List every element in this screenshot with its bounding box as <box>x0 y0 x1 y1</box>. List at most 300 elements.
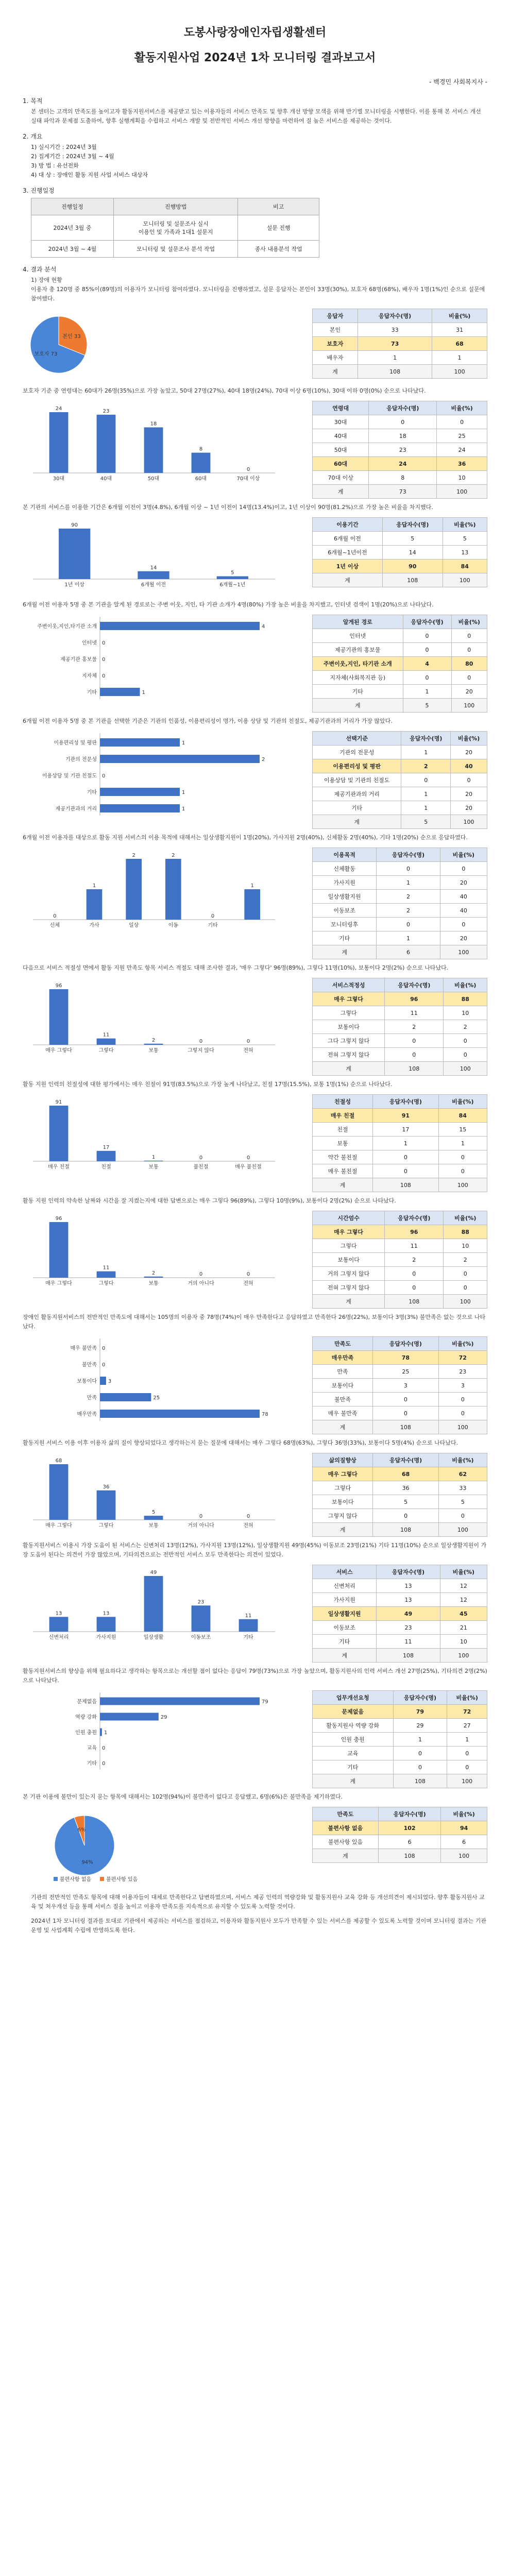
table-row <box>313 546 487 560</box>
data-label: 24 <box>55 406 62 412</box>
table-header: 응답자수(명) <box>378 1807 440 1821</box>
table-cell: 0 <box>373 1406 439 1420</box>
table-cell: 100 <box>451 699 487 713</box>
table-row <box>313 657 487 671</box>
table-cell: 62 <box>438 1467 487 1481</box>
data-label: 96 <box>55 1216 62 1222</box>
table-cell: 0 <box>444 1034 487 1048</box>
table-cell: 0 <box>440 862 487 876</box>
table-cell: 계 <box>313 1649 377 1663</box>
c4-hbar-chart <box>23 615 280 702</box>
table-cell: 계 <box>313 573 383 587</box>
tick-label: 지자체 <box>82 673 97 679</box>
table-cell: 0 <box>438 1150 487 1164</box>
q1-heading: 1) 장애 현황 <box>31 277 62 283</box>
progress-table <box>31 198 319 258</box>
table-cell: 매우 그렇다 <box>313 1225 385 1239</box>
table-cell: 1 <box>401 745 451 759</box>
table-header: 만족도 <box>313 1337 373 1351</box>
table-header: 비율(%) <box>440 1565 487 1579</box>
q11-text: 활동지원 서비스 이용 이후 이용자 삶의 질이 향상되었다고 생각하는지 묻는 질문에 대해서는 매우 그렇다 68명(63%), 그렇다 36명(33%), 보통이다 5명(4%) 순으로 나타났다. <box>23 1439 458 1446</box>
tick-label: 매우만족 <box>77 1412 97 1417</box>
table-cell: 인터넷 <box>313 629 403 643</box>
slice-label: 6% <box>77 1827 86 1833</box>
table-cell: 84 <box>443 560 487 573</box>
table-cell: 40대 <box>313 429 369 443</box>
data-label: 91 <box>55 1099 62 1105</box>
table-row <box>313 629 487 643</box>
c5-hbar-chart <box>23 731 280 819</box>
table-cell: 1 <box>393 1733 447 1747</box>
table-cell: 24 <box>437 443 487 457</box>
table-header: 비율(%) <box>444 1211 487 1225</box>
tick-label: 매우 불만족 <box>70 1346 97 1351</box>
data-label: 36 <box>103 1484 110 1490</box>
bar <box>126 859 142 920</box>
table-cell: 가사지원 <box>313 1593 377 1607</box>
tick-label: 이동보조 <box>191 1635 211 1640</box>
table-header: 알게된 경로 <box>313 615 403 629</box>
table-cell: 2 <box>385 1020 444 1034</box>
table-row <box>313 1593 487 1607</box>
chart-table-row <box>23 1211 487 1309</box>
data-label: 17 <box>103 1144 110 1150</box>
table-cell: 84 <box>438 1109 487 1123</box>
table-header: 비율(%) <box>451 615 487 629</box>
table-header: 응답자수(명) <box>401 732 451 745</box>
data-label: 1 <box>151 1154 156 1160</box>
table-cell: 계 <box>313 1420 373 1434</box>
table-cell: 모니터링후 <box>313 918 377 931</box>
table-cell: 만족 <box>313 1365 373 1379</box>
table-cell: 계 <box>313 1523 373 1537</box>
tick-label: 1년 이상 <box>64 582 84 588</box>
table-cell: 계 <box>313 1178 373 1192</box>
table-cell: 본인 <box>313 323 358 337</box>
table-cell: 3 <box>438 1379 487 1393</box>
table-header: 삶의질향상 <box>313 1453 373 1467</box>
legend-swatch <box>100 1877 104 1881</box>
t5-table <box>312 731 487 829</box>
table-cell: 11 <box>385 1006 444 1020</box>
table-row <box>313 876 487 890</box>
data-label: 0 <box>102 1761 106 1767</box>
table-cell: 5 <box>382 532 443 546</box>
table-cell: 제공기관의 홍보물 <box>313 643 403 657</box>
c13-hbar-chart <box>23 1690 280 1773</box>
table-cell: 계 <box>313 365 358 379</box>
bar <box>100 1377 106 1385</box>
table-cell: 33 <box>438 1481 487 1495</box>
table-cell: 108 <box>377 1649 440 1663</box>
cell: 모니터링 및 설문조사 실시 이용인 및 가족과 1대1 설문지 <box>113 215 238 241</box>
table-cell: 108 <box>385 1295 444 1309</box>
table-row <box>313 1733 487 1747</box>
c11-bar-chart <box>23 1453 280 1535</box>
table-cell: 기타 <box>313 1760 394 1774</box>
table-cell: 0 <box>444 1281 487 1295</box>
table-cell: 계 <box>313 1295 385 1309</box>
table-row <box>313 323 487 337</box>
tick-label: 이용편리성 및 평판 <box>54 740 97 746</box>
bar <box>49 1222 69 1278</box>
table-row <box>313 1747 487 1760</box>
t8-table <box>312 1094 487 1192</box>
data-label: 0 <box>199 1272 203 1277</box>
table-cell: 1 <box>432 351 487 365</box>
table-row <box>313 918 487 931</box>
table-row <box>313 890 487 904</box>
tick-label: 이동 <box>168 923 178 928</box>
table-cell: 0 <box>438 1509 487 1523</box>
data-label: 0 <box>246 1514 250 1519</box>
table-row <box>313 1137 487 1150</box>
bar <box>165 859 181 920</box>
result-blocks <box>23 309 487 1886</box>
report-header <box>23 24 487 65</box>
table-header: 응답자수(명) <box>385 978 444 992</box>
t14-table <box>312 1807 487 1863</box>
table-cell: 100 <box>437 485 487 499</box>
table-header: 비율(%) <box>447 1691 487 1705</box>
tick-label: 역량 강화 <box>75 1715 97 1720</box>
cell: 모니터링 및 설문조사 분석 작업 <box>113 241 238 258</box>
legend-label: 불편사항 있음 <box>106 1877 138 1883</box>
conclusion-p2: 2024년 1차 모니터링 결과를 토대로 기관에서 제공하는 서비스를 점검하고, 이용자와 활동지원사 모두가 만족할 수 있는 서비스를 제공할 수 있도록 노력할 것이며 모니터링 결과는 기관 운영 및 사업계획 수립에 반영하도록 한다. <box>31 1918 486 1934</box>
table-cell: 0 <box>451 629 487 643</box>
total-row <box>313 1849 487 1863</box>
table-cell: 0 <box>393 1747 447 1760</box>
table-cell: 이동보조 <box>313 904 377 918</box>
table-cell: 0 <box>385 1034 444 1048</box>
q7-text: 다음으로 서비스 적절성 면에서 활동 지원 만족도 항목 서비스 적절도 대해 조사한 결과, '매우 그렇다' 96명(89%), 그렇다 11명(10%), 보통이다 2명(2%) 순으로 나타났다. <box>23 964 449 971</box>
tick-label: 전혀 <box>243 1048 253 1054</box>
chart-table-row <box>23 1807 487 1886</box>
table-cell: 0 <box>373 1393 439 1406</box>
table-cell: 80 <box>451 657 487 671</box>
overview-item: 4) 대 상 : 장애인 활동 지원 사업 서비스 대상자 <box>31 172 148 178</box>
data-label: 13 <box>55 1611 62 1617</box>
data-label: 0 <box>53 913 57 919</box>
tick-label: 보통 <box>148 1281 159 1286</box>
table-cell: 0 <box>440 918 487 931</box>
overview-list <box>31 143 487 180</box>
table-cell: 1년 이상 <box>313 560 383 573</box>
table-cell: 1 <box>377 931 440 945</box>
table-header: 시간엄수 <box>313 1211 385 1225</box>
table-header: 응답자수(명) <box>373 1453 438 1467</box>
table-cell: 일상생활지원 <box>313 890 377 904</box>
tick-label: 30대 <box>53 476 65 482</box>
table-cell: 매우 그렇다 <box>313 992 385 1006</box>
table-cell: 14 <box>382 546 443 560</box>
table-cell: 일상생활지원 <box>313 1607 377 1621</box>
table-cell: 계 <box>313 1849 379 1863</box>
q2-text: 보호자 기준 중 연령대는 60대가 26명(35%)으로 가장 높았고, 50대 27명(27%), 40대 18명(24%), 70대 이상 6명(10%), 30대 이하 0명(0%) 순으로 나타났다. <box>23 387 426 394</box>
table-cell: 108 <box>393 1774 447 1788</box>
bar <box>59 529 90 579</box>
table-cell: 36 <box>437 457 487 471</box>
table-cell: 0 <box>444 1048 487 1062</box>
table-cell: 108 <box>373 1523 438 1537</box>
data-label: 3 <box>108 1379 112 1384</box>
table-cell: 0 <box>393 1760 447 1774</box>
table-header: 업무개선요청 <box>313 1691 394 1705</box>
bar <box>144 1044 163 1045</box>
table-cell: 인원 충원 <box>313 1733 394 1747</box>
tick-label: 기타 <box>87 1761 97 1767</box>
table-header: 이용목적 <box>313 848 377 862</box>
table-header: 응답자수(명) <box>403 615 451 629</box>
table-row <box>313 1006 487 1020</box>
table-row <box>313 1379 487 1393</box>
table-row <box>313 415 487 429</box>
data-label: 1 <box>250 883 254 889</box>
table-cell: 6 <box>378 1835 440 1849</box>
table-cell: 계 <box>313 815 401 829</box>
data-label: 25 <box>153 1395 160 1401</box>
tick-label: 그렇다 <box>98 1523 114 1529</box>
table-row <box>313 1048 487 1062</box>
bar <box>49 1106 69 1161</box>
bar <box>192 453 211 473</box>
table-header: 선택기준 <box>313 732 401 745</box>
q9-text: 활동 지원 인력의 약속한 날짜와 시간을 잘 지켰는지에 대한 답변으로는 매우 그렇다 96(89%), 그렇다 10명(9%), 보통이다 2명(2%) 순으로 나타났다. <box>23 1197 396 1204</box>
tick-label: 기타 <box>87 790 97 795</box>
bar <box>49 1617 69 1632</box>
total-row <box>313 1295 487 1309</box>
table-cell: 12 <box>440 1593 487 1607</box>
bar <box>97 1272 116 1278</box>
tick-label: 보통 <box>148 1164 159 1170</box>
table-row <box>313 1579 487 1593</box>
table-header: 응답자수(명) <box>373 1337 439 1351</box>
data-label: 29 <box>160 1715 167 1720</box>
table-cell: 20 <box>451 801 487 815</box>
table-cell: 100 <box>444 1062 487 1076</box>
table-row <box>313 1150 487 1164</box>
t3-table <box>312 517 487 587</box>
data-label: 11 <box>103 1265 110 1271</box>
tick-label: 기타 <box>87 690 97 696</box>
table-row <box>313 931 487 945</box>
table-cell: 문제없음 <box>313 1705 394 1719</box>
table-cell: 73 <box>358 337 432 351</box>
q4-text: 6개월 이전 이용자 5명 중 본 기관을 알게 된 경로로는 주변 이웃, 지인, 타 기관 소개가 4명(80%) 가장 높은 비율을 차지했고, 인터넷 검색이 1명(20%)으로 나타났다. <box>23 601 434 608</box>
c9-bar-chart <box>23 1211 280 1293</box>
table-cell: 0 <box>385 1048 444 1062</box>
bar <box>100 1713 159 1721</box>
legend-swatch <box>54 1877 58 1881</box>
bar <box>100 1410 260 1418</box>
table-row <box>313 337 487 351</box>
data-label: 0 <box>246 467 250 472</box>
t11-table <box>312 1453 487 1537</box>
table-cell: 보통 <box>313 1137 373 1150</box>
table-cell: 2 <box>444 1253 487 1267</box>
table-header: 응답자수(명) <box>377 848 440 862</box>
data-label: 11 <box>245 1613 252 1619</box>
bar <box>217 577 248 579</box>
tick-label: 일상생활 <box>143 1635 164 1640</box>
table-cell: 계 <box>313 1062 385 1076</box>
table-cell: 기타 <box>313 931 377 945</box>
table-cell: 1 <box>373 1137 439 1150</box>
q1-text: 이용자 총 120명 중 85%이(89명)의 이용자가 모니터링 참여하였다. 모니터링을 진행하였고, 설문 응답자는 본인이 33명(30%), 보호자 68명(68%), 배우자 1명(1%)인 순으로 설문에 참여했다. <box>31 286 485 302</box>
tick-label: 6개월~1년 <box>219 582 246 588</box>
table-cell: 제공기관과의 거리 <box>313 787 401 801</box>
chart-table-row <box>23 1336 487 1434</box>
table-row <box>313 560 487 573</box>
chart-table-row <box>23 731 487 829</box>
table-header: 비율(%) <box>437 401 487 415</box>
table-row <box>313 904 487 918</box>
c8-bar-chart <box>23 1094 280 1177</box>
table-header: 서비스적정성 <box>313 978 385 992</box>
table-cell: 기타 <box>313 685 403 699</box>
table-cell: 불편사항 없음 <box>313 1821 379 1835</box>
table-cell: 25 <box>373 1365 439 1379</box>
total-row <box>313 945 487 959</box>
q5-text: 6개월 이전 이용자 5명 중 본 기관을 선택한 기준은 기관의 인품성, 이용편리성이 명가, 이용 상담 및 기관의 친절도, 제공기관과의 거리가 가장 많았다. <box>23 718 393 724</box>
th: 진행일정 <box>31 198 114 215</box>
cell: 설문 진행 <box>238 215 319 241</box>
progress-heading: 3. 진행일정 <box>23 187 55 194</box>
table-header: 친절성 <box>313 1095 373 1109</box>
table-cell: 6 <box>377 945 440 959</box>
chart-table-row <box>23 1690 487 1788</box>
tick-label: 제공기관과의 거리 <box>55 806 97 812</box>
bar <box>100 622 260 630</box>
table-row <box>313 1467 487 1481</box>
data-label: 2 <box>132 853 135 858</box>
table-cell: 24 <box>369 457 437 471</box>
data-label: 0 <box>246 1155 250 1161</box>
table-cell: 72 <box>447 1705 487 1719</box>
slice-label: 본인 33 <box>62 334 81 340</box>
bar <box>144 1516 163 1520</box>
c7-bar-chart <box>23 978 280 1060</box>
table-row <box>313 1495 487 1509</box>
bar <box>100 804 180 812</box>
table-cell: 10 <box>444 1006 487 1020</box>
table-cell: 불편사항 있음 <box>313 1835 379 1849</box>
data-label: 13 <box>103 1611 110 1617</box>
bar <box>144 1576 163 1632</box>
tick-label: 매우 그렇다 <box>45 1523 72 1529</box>
c10-hbar-chart <box>23 1336 280 1424</box>
total-row <box>313 1523 487 1537</box>
table-cell: 그렇지 않다 <box>313 1509 373 1523</box>
q12-text: 활동지원서비스 이용시 가장 도움이 된 서비스는 신변처리 13명(12%), 가사지원 13명(12%), 일상생활지원 49명(45%) 이동보조 23명(21%) 기타 11명(10%) 순으로 일상생활지원이 가장 도움이 된다는 의견이 가장 많았으며, 기타의견으로는 전반적인 서비스 모두 만족한다는 의견이 있었다. <box>23 1542 487 1558</box>
data-label: 1 <box>182 806 185 812</box>
table-cell: 10 <box>440 1635 487 1649</box>
tick-label: 보통이다 <box>77 1379 97 1384</box>
table-cell: 매우 불만족 <box>313 1406 373 1420</box>
tick-label: 6개월 이전 <box>141 582 166 588</box>
chart-table-row <box>23 401 487 499</box>
table-header: 비율(%) <box>438 1453 487 1467</box>
chart-table-row <box>23 1453 487 1537</box>
tick-label: 70대 이상 <box>236 476 260 482</box>
data-label: 5 <box>151 1510 156 1516</box>
data-label: 0 <box>102 1362 106 1368</box>
data-label: 0 <box>199 1514 203 1519</box>
q3-text: 본 기관의 서비스를 이용한 기간은 6개월 이전이 3명(4.8%), 6개월 이상 ~ 1년 이전이 14명(13.4%)이고, 1년 이상이 90명(81.2%)으로 가장 높은 비율을 차지했다. <box>23 504 433 511</box>
table-row <box>313 1705 487 1719</box>
table-cell: 5 <box>443 532 487 546</box>
tick-label: 거의 아니다 <box>188 1523 214 1529</box>
table-header: 비율(%) <box>432 309 487 323</box>
table-row <box>313 1020 487 1034</box>
table-cell: 33 <box>358 323 432 337</box>
table-cell: 이용상담 및 기관의 친절도 <box>313 773 401 787</box>
table-cell: 8 <box>369 471 437 485</box>
table-cell: 108 <box>358 365 432 379</box>
table-cell: 78 <box>373 1351 439 1365</box>
table-cell: 1 <box>403 685 451 699</box>
table-cell: 100 <box>440 945 487 959</box>
table-cell: 계 <box>313 485 369 499</box>
data-label: 49 <box>150 1570 157 1575</box>
tick-label: 그렇지 않다 <box>188 1048 214 1054</box>
overview-item: 1) 실시기간 : 2024년 3월 <box>31 144 97 150</box>
t13-table <box>312 1690 487 1788</box>
table-cell: 100 <box>440 1649 487 1663</box>
bar <box>138 571 169 579</box>
table-cell: 27 <box>447 1719 487 1733</box>
t9-table <box>312 1211 487 1309</box>
table-cell: 100 <box>441 1849 487 1863</box>
table-cell: 73 <box>369 485 437 499</box>
table-row <box>313 1281 487 1295</box>
table-cell: 0 <box>403 643 451 657</box>
table-header: 비율(%) <box>451 732 487 745</box>
table-header: 비율(%) <box>444 978 487 992</box>
table-cell: 96 <box>385 1225 444 1239</box>
data-label: 2 <box>172 853 175 858</box>
table-cell: 보통이다 <box>313 1379 373 1393</box>
table-cell: 친절 <box>313 1123 373 1137</box>
table-cell: 13 <box>377 1593 440 1607</box>
table-cell: 100 <box>443 573 487 587</box>
chart-table-row <box>23 309 487 382</box>
table-cell: 배우자 <box>313 351 358 365</box>
data-label: 0 <box>199 1039 203 1044</box>
th: 진행방법 <box>113 198 238 215</box>
table-cell: 2 <box>377 890 440 904</box>
total-row <box>313 699 487 713</box>
purpose-heading: 1. 목적 <box>23 97 43 105</box>
table-row <box>313 1607 487 1621</box>
bar <box>100 755 260 763</box>
table-header: 비율(%) <box>438 1337 487 1351</box>
table-cell: 이동보조 <box>313 1621 377 1635</box>
data-label: 2 <box>151 1270 156 1276</box>
tick-label: 불만족 <box>82 1362 97 1368</box>
table-row <box>313 351 487 365</box>
q10-text: 장애인 활동지원서비스의 전반적인 만족도에 대해서는 105명의 이용자 중 78명(74%)이 매우 만족한다고 응답하였고 만족한다 26명(22%), 보통이다 3명(3%) 불만족은 없는 것으로 나타났다. <box>23 1314 486 1330</box>
table-cell: 100 <box>438 1420 487 1434</box>
table-header: 응답자수(명) <box>358 309 432 323</box>
table-row <box>313 429 487 443</box>
bar <box>97 1617 116 1632</box>
table-cell: 1 <box>358 351 432 365</box>
bar <box>97 1490 116 1520</box>
data-label: 0 <box>211 913 215 919</box>
data-label: 1 <box>92 883 96 889</box>
tick-label: 문제없음 <box>77 1699 97 1705</box>
